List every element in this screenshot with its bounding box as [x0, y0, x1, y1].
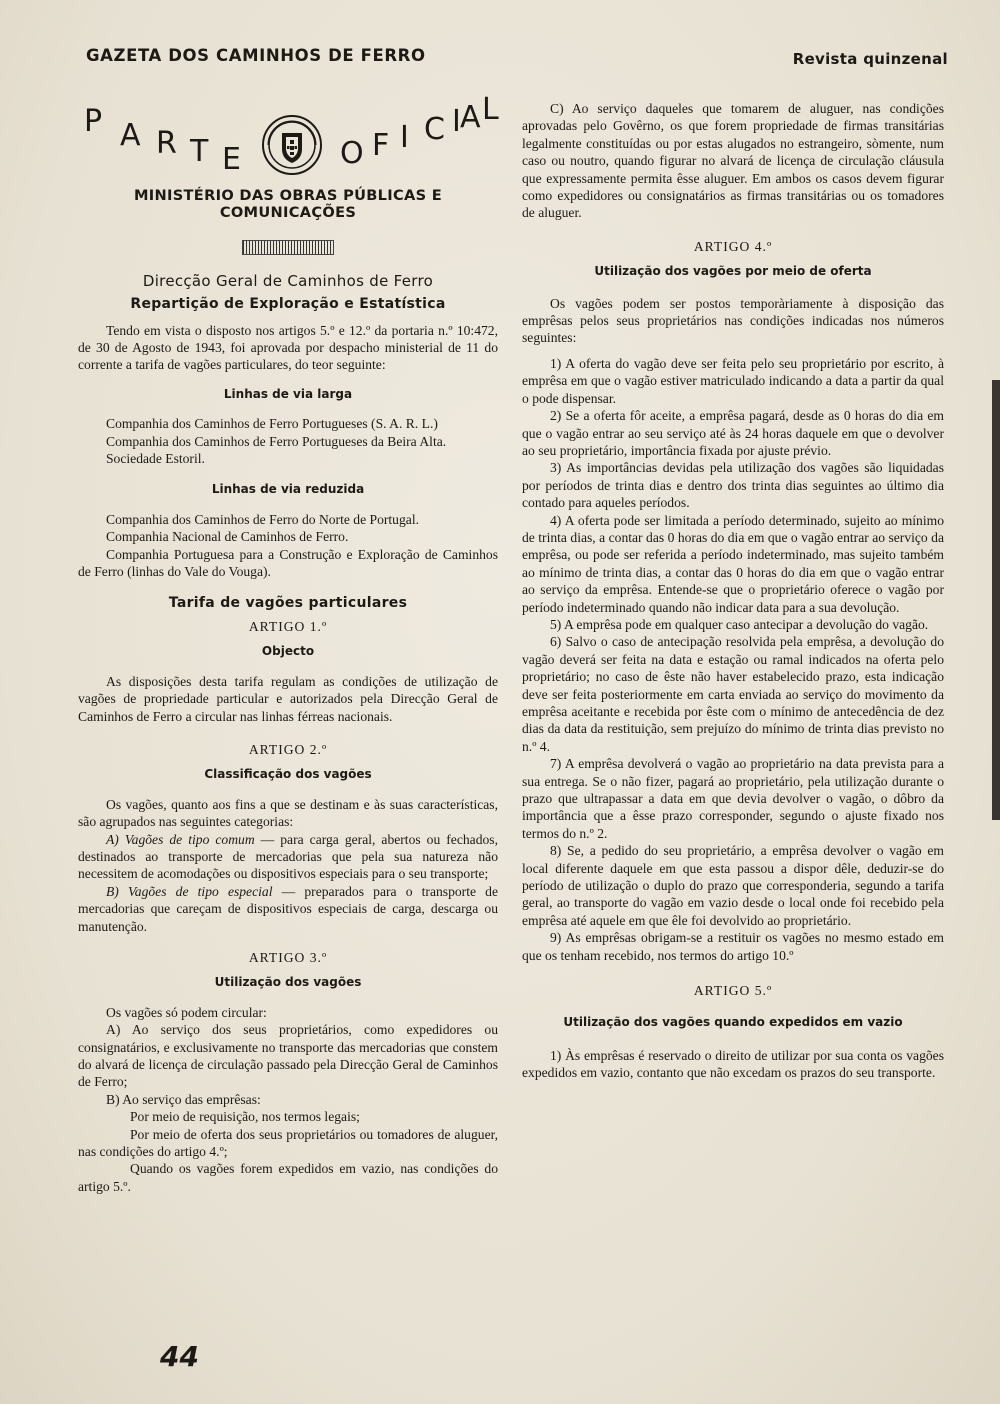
article-paragraph: A) Ao serviço dos seus proprietários, como expedidores ou consignatários, e exclusivamente no transporte das mercadorias que constem do alvará de licença de circulação passado pela Direcção Geral de Caminhos de Ferro;	[78, 1022, 498, 1090]
title-letter: P	[84, 104, 103, 139]
category-a	[78, 831, 498, 883]
numbered-item: 8) Se, a pedido do seu proprietário, a emprêsa devolver o vagão em local diferente daquele em que esta passou a dispor dêle, deduzir-se do período de utilização o duplo do prazo que corresponderia, segundo a tarifa geral, ao transporte do vagão em vazio desde o local onde foi recebido pela emprêsa até aquele em que êle foi devolvido ao proprietário.	[522, 843, 944, 928]
department-name: Repartição de Exploração e Estatística	[130, 296, 446, 313]
coat-of-arms-icon	[260, 113, 324, 177]
intro-paragraph: Tendo em vista o disposto nos artigos 5.º e 12.º da portaria n.º 10:472, de 30 de Agosto de 1943, foi aprovada por despacho ministerial de 11 do corrente a tarifa de vagões particulares, do teor seguinte:	[78, 322, 498, 373]
decorative-bar	[242, 240, 334, 255]
article-heading: Utilização dos vagões	[214, 975, 362, 990]
page-edge-shadow	[992, 380, 1000, 820]
section-heading: Linhas de via larga	[223, 386, 353, 401]
numbered-item: 2) Se a oferta fôr aceite, a emprêsa pagará, desde as 0 horas do dia em que o vagão entrar ao seu serviço até às 24 horas daquele em que o devolver ao seu proprietário, importância fixada por ajuste prévio.	[522, 408, 944, 458]
article-paragraph: C) Ao serviço daqueles que tomarem de aluguer, nas condições aprovadas pelo Govêrno, os que forem propriedade de firmas transitárias legalmente constituídas ou por estas alugados no estrangeiro, sòmente, num caso ou noutro, quando figurar no alvará de licença de circulação cláusula que expressamente permita êsse aluguer. Em ambos os casos devem figurar como expedidores ou consignatários as firmas transitárias ou os tomadores de aluguer.	[522, 101, 944, 221]
numbered-item: 7) A emprêsa devolverá o vagão ao proprietário na data prevista para a sua entrega. Se o não fizer, pagará ao proprietário, pela utilização durante o prazo que ultrapassar a data em que devia devolver o vagão, o dôbro da importância que a êsse prazo corresponder, segundo o ajuste fixado nos termos do n.º 2.	[522, 756, 944, 841]
right-column	[522, 100, 944, 1082]
left-column	[78, 92, 499, 1195]
category-name: Vagões de tipo especial	[128, 883, 273, 899]
parte-oficial-title	[78, 92, 499, 187]
company-item: Companhia dos Caminhos de Ferro do Norte de Portugal.	[106, 511, 419, 527]
category-label: A)	[106, 831, 119, 847]
publication-subtitle: Revista quinzenal	[792, 50, 948, 68]
title-letter: E	[222, 142, 241, 177]
company-item: Sociedade Estoril.	[106, 451, 205, 467]
numbered-item: 9) As emprêsas obrigam-se a restituir os vagões no mesmo estado em que os tenham recebido, nos termos do artigo 10.º	[522, 930, 944, 963]
title-letter: C	[424, 112, 445, 147]
numbered-item: 5) A emprêsa pode em qualquer caso antecipar a devolução do vagão.	[550, 616, 929, 632]
numbered-item: 1) A oferta do vagão deve ser feita pelo seu proprietário por escrito, à emprêsa em que o vagão estiver matriculado indicando a data a partir da qual o pode dispensar.	[522, 355, 944, 406]
numbered-item: 3) As importâncias devidas pela utilização dos vagões são liquidadas por períodos de trinta dias e dentro dos trinta dias seguintes ao último dia contado para aqueles períodos.	[522, 460, 944, 511]
article-paragraph: Os vagões, quanto aos fins a que se destinam e às suas características, são agrupados nas seguintes categorias:	[78, 796, 498, 830]
title-letter: I	[452, 104, 461, 139]
article-heading: Classificação dos vagões	[204, 767, 372, 782]
article-title: ARTIGO 1.º	[248, 618, 328, 634]
category-b	[78, 883, 498, 935]
category-text: — para carga geral, abertos ou fechados, destinados ao transporte de mercadorias que pela sua natureza não necessitem de acomodações ou dispositivos especiais para o seu transporte;	[78, 831, 498, 882]
tarifa-heading: Tarifa de vagões particulares	[168, 594, 408, 611]
article-title: ARTIGO 3.º	[248, 950, 328, 965]
title-letter: I	[400, 120, 409, 155]
numbered-item: 6) Salvo o caso de antecipação resolvida pela emprêsa, a devolução do vagão deverá ser feita na data e estação ou ramal indicados na oferta pelo proprietário; no caso de êste não haver estabelecido prazo, esta indicação deve ser feita posteriormente em carta enviada ao serviço do movimento da emprêsa aceitante e recebida por êste com o mínimo de antecedência de dez dias da data da restituição, sem prejuízo do mínimo de trinta dias previsto no n.º 4.	[522, 634, 944, 754]
article-paragraph: Os vagões só podem circular:	[106, 1004, 267, 1020]
title-letter: A	[460, 100, 481, 135]
title-letter: R	[156, 126, 177, 161]
title-letter: F	[372, 128, 390, 163]
article-heading: Utilização dos vagões quando expedidos em vazio	[563, 1014, 903, 1029]
category-text: — preparados para o transporte de mercadorias que careçam de dispositivos especiais de carga, descarga ou manutenção.	[78, 883, 498, 934]
ministry-name: MINISTÉRIO DAS OBRAS PÚBLICAS E COMUNICAÇÕES	[133, 187, 443, 222]
article-paragraph: Por meio de requisição, nos termos legais;	[130, 1109, 360, 1125]
direction-name: Direcção Geral de Caminhos de Ferro	[142, 271, 434, 290]
category-name: Vagões de tipo comum	[124, 831, 255, 847]
title-letter: O	[340, 136, 364, 171]
article-title: ARTIGO 5.º	[693, 983, 773, 999]
article-paragraph: As disposições desta tarifa regulam as condições de utilização de vagões de propriedade particular e autorizados pela Direcção Geral de Caminhos de Ferro a circular nas linhas férreas nacionais.	[78, 673, 498, 724]
publication-title: GAZETA DOS CAMINHOS DE FERRO	[86, 46, 426, 65]
title-letter: A	[120, 118, 141, 153]
article-heading: Objecto	[261, 644, 315, 659]
article-heading: Utilização dos vagões por meio de oferta	[594, 264, 872, 279]
section-heading: Linhas de via reduzida	[211, 482, 365, 497]
category-label: B)	[106, 883, 119, 899]
page-number: 44	[160, 1340, 199, 1373]
company-item: Companhia Nacional de Caminhos de Ferro.	[106, 529, 349, 545]
article-paragraph: Quando os vagões forem expedidos em vazio, nas condições do artigo 5.º.	[78, 1161, 498, 1194]
numbered-item: 4) A oferta pode ser limitada a período determinado, sujeito ao mínimo de trinta dias, a contar das 0 horas do dia em que o vagão entrar ao serviço da emprêsa, ou pode ser referida a período indeterminado, mas sujeito também ao mínimo de trinta dias, a contar das 0 horas do dia em que o vagão entrar ao serviço da emprêsa. Entende-se que o proprietário oferece o vagão por período indeterminado quando não indicar data para a sua devolução.	[522, 512, 944, 615]
article-title: ARTIGO 4.º	[693, 238, 773, 254]
company-item: Companhia dos Caminhos de Ferro Portugueses da Beira Alta.	[106, 433, 447, 449]
title-letter: L	[482, 92, 499, 127]
numbered-item: 1) Às emprêsas é reservado o direito de utilizar por sua conta os vagões expedidos em vazio, contanto que não excedam os prazos do seu transporte.	[522, 1047, 944, 1081]
article-title: ARTIGO 2.º	[248, 741, 328, 757]
article-paragraph: Os vagões podem ser postos temporàriamente à disposição das emprêsas pelos seus proprietários nas condições indicadas nos números seguintes:	[522, 295, 944, 346]
article-paragraph: Por meio de oferta dos seus proprietários ou tomadores de aluguer, nas condições do artigo 4.º;	[78, 1126, 498, 1160]
company-item: Companhia dos Caminhos de Ferro Portugueses (S. A. R. L.)	[106, 416, 438, 432]
title-letter: T	[190, 134, 209, 169]
company-item: Companhia Portuguesa para a Construção e Exploração de Caminhos de Ferro (linhas do Vale do Vouga).	[78, 546, 498, 580]
article-paragraph: B) Ao serviço das emprêsas:	[106, 1091, 261, 1107]
